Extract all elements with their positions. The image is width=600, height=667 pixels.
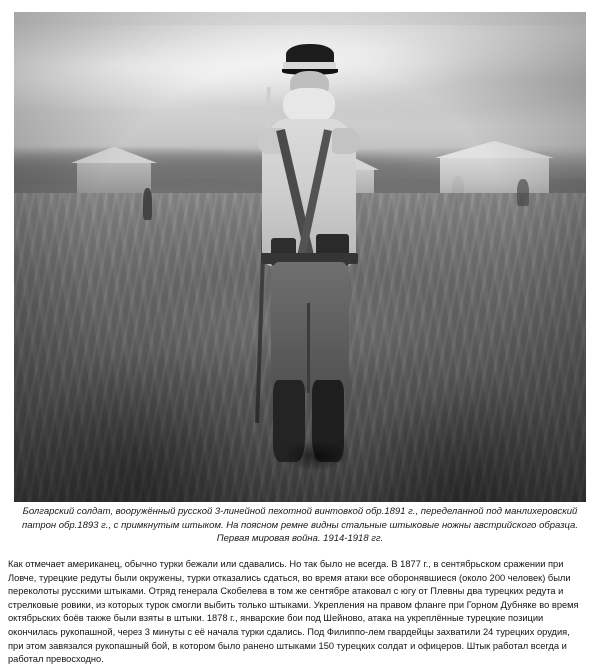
- distant-figure: [143, 188, 152, 220]
- body-line: переколоты русскими штыками. Отряд генерала Скобелева в том же сентябре атаковал с югу от Плевны два турецких редута и: [8, 586, 564, 597]
- body-line: при этом завязался рукопашный бой, в котором было ранено штыками 150 турецких солдат и офицеров. Штык работал всегда и: [8, 640, 567, 651]
- photo-figure: [14, 12, 586, 502]
- caption-line: Болгарский солдат, вооружённый русской 3-линейной пехотной винтовкой обр.1891 г., переделанной под манлихеровский: [22, 506, 578, 517]
- photo-caption: [14, 505, 586, 546]
- article-body: [8, 558, 592, 667]
- caption-line: патрон обр.1893 г., с примкнутым штыком. На поясном ремне видны стальные штыковые ножны австрийского образца.: [22, 519, 578, 531]
- distant-figure: [452, 176, 465, 205]
- body-line: Как отмечает американец, обычно турки бежали или сдавались. Но так было не всегда. В 1877 г., в сентябрьском сражении при: [8, 559, 564, 569]
- caption-line: Первая мировая война. 1914-1918 гг.: [216, 533, 384, 544]
- leg-separation: [307, 303, 310, 394]
- body-line: октябрьских боёв также были взяты в штыки. 1878 г., январские бои под Шейново, атака на укреплённые турецкие позиции: [8, 613, 544, 624]
- ground-shadow: [283, 441, 348, 471]
- body-line: стрелковые ровики, из которых турок смогли выбить только штыками. Укрепления на правом фланге при Горном Дубняке во время: [8, 599, 579, 610]
- body-line: Ловче, турецкие редуты были окружены, турки отказались сдаться, во время атаки все оборонявшиеся (около 200 человек) были: [8, 572, 571, 583]
- body-line: окончилась рукопашной, через 3 минуты с её начала турки сдались. Под Филиппо-лем гвардейцы захватили 24 турецких орудия,: [8, 626, 570, 637]
- shoulder-right: [332, 128, 360, 154]
- photograph-image: [14, 12, 586, 502]
- soldier-figure: [246, 44, 372, 475]
- body-line: работал превосходно.: [8, 654, 104, 665]
- distant-figure: [517, 179, 528, 206]
